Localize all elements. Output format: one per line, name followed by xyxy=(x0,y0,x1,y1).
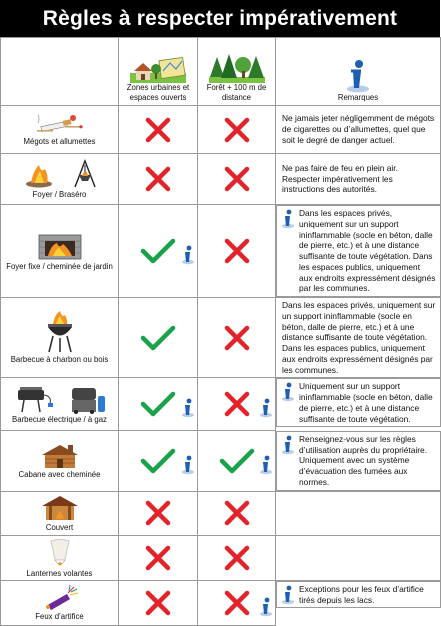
forest-cell xyxy=(198,205,276,298)
table-row xyxy=(1,535,441,580)
row-label-cell xyxy=(1,535,119,580)
info-icon xyxy=(259,455,273,475)
table-row xyxy=(1,205,441,298)
table-row xyxy=(1,580,441,625)
forest-cell xyxy=(198,154,276,205)
row-label-cell xyxy=(1,298,119,378)
sky-lantern-icon xyxy=(45,538,75,568)
remark-text: Dans les espaces privés, uniquement sur un support ininflammable (socle en béton, dalle de pierre, etc.) et à une distance suffisante de toute végétation. Dans les espaces publics, uniquement aux endroits expressément désignés par les communes. xyxy=(282,300,436,375)
electric-gas-grill-icon xyxy=(14,384,106,414)
forest-cell xyxy=(198,535,276,580)
cross-icon xyxy=(144,589,172,617)
remark-cell xyxy=(276,431,441,491)
table-row xyxy=(1,491,441,535)
brazier-icon xyxy=(23,159,97,189)
cross-icon xyxy=(223,499,251,527)
urban-cell xyxy=(119,298,198,378)
row-label-cell xyxy=(1,205,119,298)
info-icon xyxy=(181,455,195,475)
info-icon xyxy=(280,382,296,402)
table-row xyxy=(1,378,441,431)
row-label: Feux d’artifice xyxy=(35,611,84,621)
shelter-icon xyxy=(40,494,80,522)
check-icon xyxy=(140,324,176,352)
remark-text: Ne jamais jeter négligemment de mégots de cigarettes ou d’allumettes, quel que soit le degré de danger actuel. xyxy=(282,113,435,145)
charcoal-grill-icon xyxy=(43,310,77,354)
info-icon xyxy=(280,435,296,455)
urban-cell xyxy=(119,205,198,298)
info-icon xyxy=(345,59,371,93)
row-label-cell xyxy=(1,154,119,205)
remark-cell xyxy=(276,205,441,297)
remark-cell xyxy=(276,378,441,427)
urban-cell xyxy=(119,378,198,431)
row-label-cell xyxy=(1,431,119,491)
urban-cell xyxy=(119,491,198,535)
cross-icon xyxy=(144,165,172,193)
row-label: Foyer / Braséro xyxy=(32,189,87,199)
cross-icon xyxy=(223,589,251,617)
table-row xyxy=(1,106,441,154)
row-label: Barbecue électrique / à gaz xyxy=(12,415,107,425)
row-label-cell xyxy=(1,378,119,431)
cross-icon xyxy=(223,390,251,418)
table-row xyxy=(1,154,441,205)
header-forest xyxy=(198,38,276,106)
urban-cell xyxy=(119,106,198,154)
urban-cell xyxy=(119,535,198,580)
info-icon xyxy=(181,245,195,265)
urban-cell xyxy=(119,431,198,491)
remark-cell xyxy=(276,535,441,580)
row-label: Couvert xyxy=(45,522,74,532)
remark-text: Exceptions pour les feux d’artifice tirés depuis les lacs. xyxy=(299,583,424,605)
cross-icon xyxy=(144,544,172,572)
forest-cell xyxy=(198,580,276,625)
forest-cell xyxy=(198,431,276,491)
check-icon xyxy=(140,237,176,265)
row-label: Lanternes volantes xyxy=(26,568,93,578)
cross-icon xyxy=(223,544,251,572)
table-row xyxy=(1,298,441,378)
header-urban xyxy=(119,38,198,106)
row-label: Foyer fixe / cheminée de jardin xyxy=(6,261,113,271)
info-icon xyxy=(280,209,296,229)
forest-cell xyxy=(198,106,276,154)
info-icon xyxy=(259,597,273,617)
check-icon xyxy=(140,447,176,475)
remark-text: Renseignez-vous sur les règles d’utilisation auprès du propriétaire. Uniquement avec un système d’évacuation des fumées aux normes. xyxy=(299,433,428,487)
cigarette-matches-icon xyxy=(35,112,85,136)
remark-cell xyxy=(276,298,441,378)
cross-icon xyxy=(223,165,251,193)
remark-text: Dans les espaces privés, uniquement sur un support ininflammable (socle en béton, dalle de pierre, etc.) et à une distance suffisante de toute végétation. Dans les espaces publics, uniquement aux endroits expressément désignés par les communes. xyxy=(299,208,436,294)
cross-icon xyxy=(144,116,172,144)
remark-cell xyxy=(276,106,441,154)
cross-icon xyxy=(223,116,251,144)
header-remarks-label: Remarques xyxy=(337,92,379,102)
cabin-icon xyxy=(40,443,80,469)
forest-cell xyxy=(198,491,276,535)
header-empty-cell xyxy=(1,38,119,106)
forest-cell xyxy=(198,298,276,378)
info-icon xyxy=(259,398,273,418)
rules-table xyxy=(0,37,441,626)
check-icon xyxy=(219,447,255,475)
row-label: Cabane avec cheminée xyxy=(18,469,101,479)
page-title: Règles à respecter impérativement xyxy=(0,0,440,37)
remark-cell xyxy=(276,491,441,535)
forest-cell xyxy=(198,378,276,431)
table-header-row xyxy=(1,38,441,106)
cross-icon xyxy=(144,499,172,527)
header-forest-label: Forêt + 100 m de distance xyxy=(206,83,267,102)
remark-cell xyxy=(276,581,441,609)
check-icon xyxy=(140,390,176,418)
remark-text: Uniquement sur un support ininflammable (socle en béton, dalle de pierre, etc.) et à une distance suffisante de toute végétation. xyxy=(299,381,433,424)
row-label-cell xyxy=(1,491,119,535)
fixed-fireplace-icon xyxy=(35,231,85,261)
info-icon xyxy=(280,585,296,605)
header-urban-label: Zones urbaines et espaces ouverts xyxy=(126,83,190,102)
forest-icon xyxy=(209,53,265,83)
fireworks-icon xyxy=(40,585,80,611)
info-icon xyxy=(181,398,195,418)
urban-cell xyxy=(119,154,198,205)
cross-icon xyxy=(223,237,251,265)
header-remarks xyxy=(276,38,441,106)
remark-text: Ne pas faire de feu en plein air. Respecter impérativement les instructions des autorités. xyxy=(282,162,398,195)
urban-area-icon xyxy=(130,55,186,83)
row-label-cell xyxy=(1,106,119,154)
remark-cell xyxy=(276,154,441,205)
cross-icon xyxy=(223,324,251,352)
table-row xyxy=(1,431,441,491)
urban-cell xyxy=(119,580,198,625)
row-label: Mégots et allumettes xyxy=(23,137,96,147)
row-label: Barbecue à charbon ou bois xyxy=(10,355,109,365)
row-label-cell xyxy=(1,580,119,625)
